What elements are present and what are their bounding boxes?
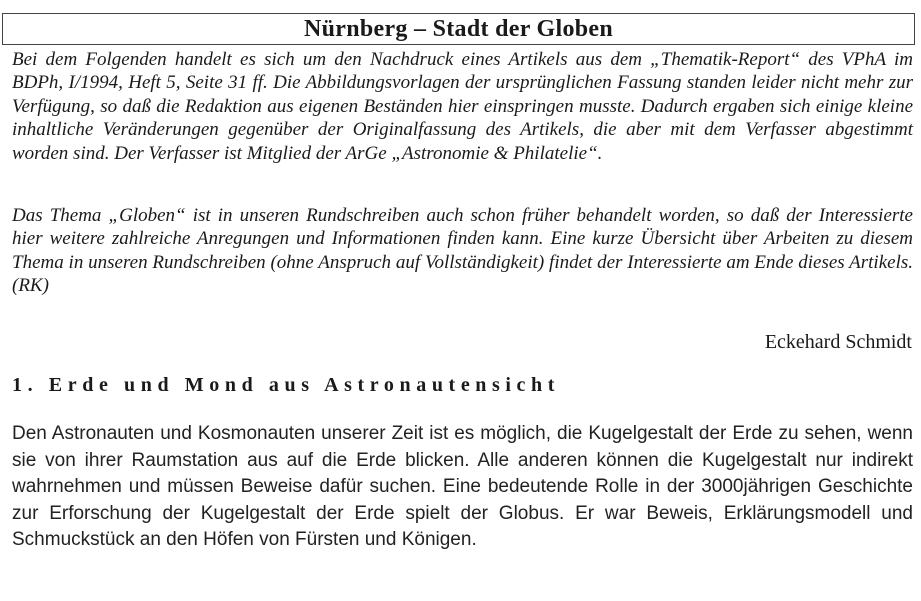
intro-paragraph-2: Das Thema „Globen“ ist in unseren Rundschreiben auch schon früher behandelt worden, so daß der Interessierte hier weitere zahlreiche Anregungen und Informationen finden kann. Eine kurze Übersicht über Arbeiten zu diesem Thema in unseren Rundschreiben (ohne Anspruch auf Vollständigkeit) findet der Interessierte am Ende dieses Artikels. (RK) — [12, 205, 913, 297]
page-title: Nürnberg – Stadt der Globen — [2, 13, 915, 45]
section-body-text: Den Astronauten und Kosmonauten unserer Zeit ist es möglich, die Kugelgestalt der Erde zu sehen, wenn sie von ihrer Raumstation aus auf die Erde blicken. Alle anderen können die Kugelgestalt nur indirekt wahrnehmen und müssen Beweise dafür suchen. Eine bedeutende Rolle in der 3000jährigen Geschichte zur Erforschung der Kugelgestalt der Erde spielt der Globus. Er war Beweis, Erklärungsmodell und Schmuckstück an den Höfen von Fürsten und Königen. — [12, 423, 913, 550]
section-heading: 1. Erde und Mond aus Astronautensicht — [12, 374, 561, 396]
intro-paragraph-1: Bei dem Folgenden handelt es sich um den Nachdruck eines Artikels aus dem „Thematik-Report“ des VPhA im BDPh, I/1994, Heft 5, Seite 31 ff. Die Abbildungsvorlagen der ursprünglichen Fassung standen leider nicht mehr zur Verfügung, so daß die Redaktion aus eigenen Beständen hier einspringen musste. Dadurch ergaben sich einige kleine inhaltliche Veränderungen gegenüber der Originalfassung des Artikels, die aber mit dem Verfasser abgestimmt worden sind. Der Verfasser ist Mitglied der ArGe „Astronomie & Philatelie“. — [12, 49, 913, 164]
author-name: Eckehard Schmidt — [764, 331, 912, 353]
